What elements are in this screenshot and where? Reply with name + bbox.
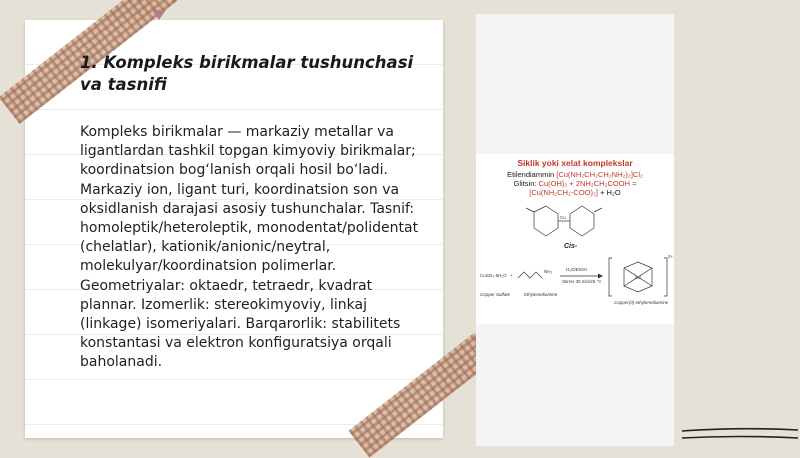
cis-label: Cis- (564, 243, 578, 250)
reaction-condition-2: Stirrer 30 min/25 °C (562, 279, 602, 284)
chelate-structure (526, 206, 602, 236)
slide-title: 1. Kompleks birikmalar tushunchasi va tasnifi (80, 53, 414, 94)
plus-sign: + (510, 273, 513, 278)
reactant-2: NH₂ (544, 269, 553, 274)
figure-line-3-formula: [Cu(NH₂CH₂-COO)₂] (529, 188, 598, 197)
reactant-2-name: Ethylenediamine (524, 292, 558, 297)
product-metal-label: Cu (635, 275, 641, 280)
figure-line-1-formula: [Cu(NH₂CH₂CH₂NH₂)₂]Cl₂ (556, 170, 643, 179)
reactant-1-name: Copper Sulfate (480, 292, 511, 297)
figure-heading: Siklik yoki xelat komplekslar (517, 158, 633, 168)
metal-center-label: Cu (560, 215, 566, 220)
reaction-arrow-head (598, 274, 603, 279)
figure-line-2-formula: Cu(OH)₂ + 2NH₂CH₂COOH = (538, 179, 637, 188)
decorative-lines (680, 424, 800, 446)
figure-line-3 (476, 188, 674, 197)
figure-line-2-label: Glitsin: (513, 179, 539, 188)
figure-panel (476, 14, 674, 446)
figure-line-1-label: Etilendiammin (507, 170, 557, 179)
chemistry-figure (476, 154, 674, 324)
reactant-1: CuSO₄·5H₂O (480, 273, 507, 278)
product-name: Copper(II) ethylenediamine (614, 300, 669, 305)
reaction-diagram (476, 198, 674, 324)
slide-body-text: Kompleks birikmalar — markaziy metallar va ligantlardan tashkil topgan kimyoviy birikmalar; koordinatsion bog‘lanish orqali hosil bo‘ladi. Markaziy ion, ligant turi, koordinatsion son va oksidlanish darajasi asosiy tushunchalar. Tasnif: homoleptik/heteroleptik, monodentat/polidentat (chelatlar), kationik/anionic/neytral, molekulyar/koordinatsion polimerlar. Geometriyalar: oktaedr, tetraedr, kvadrat plannar. Izomerlik: stereokimyoviy, linkaj (linkage) isomeriyalari. Barqarorlik: stabilitets konstantasi va elektron konfiguratsiya orqali baholanadi. (80, 124, 419, 371)
figure-line-1 (476, 170, 674, 179)
figure-line-3-suffix: + H₂O (598, 188, 621, 197)
ethylenediamine-skeleton (518, 272, 542, 278)
product-charge: 2+ (668, 254, 674, 259)
pin-decoration (152, 10, 166, 20)
figure-line-2 (476, 179, 674, 188)
reaction-condition-1: H₂O/EtOH (566, 267, 587, 272)
